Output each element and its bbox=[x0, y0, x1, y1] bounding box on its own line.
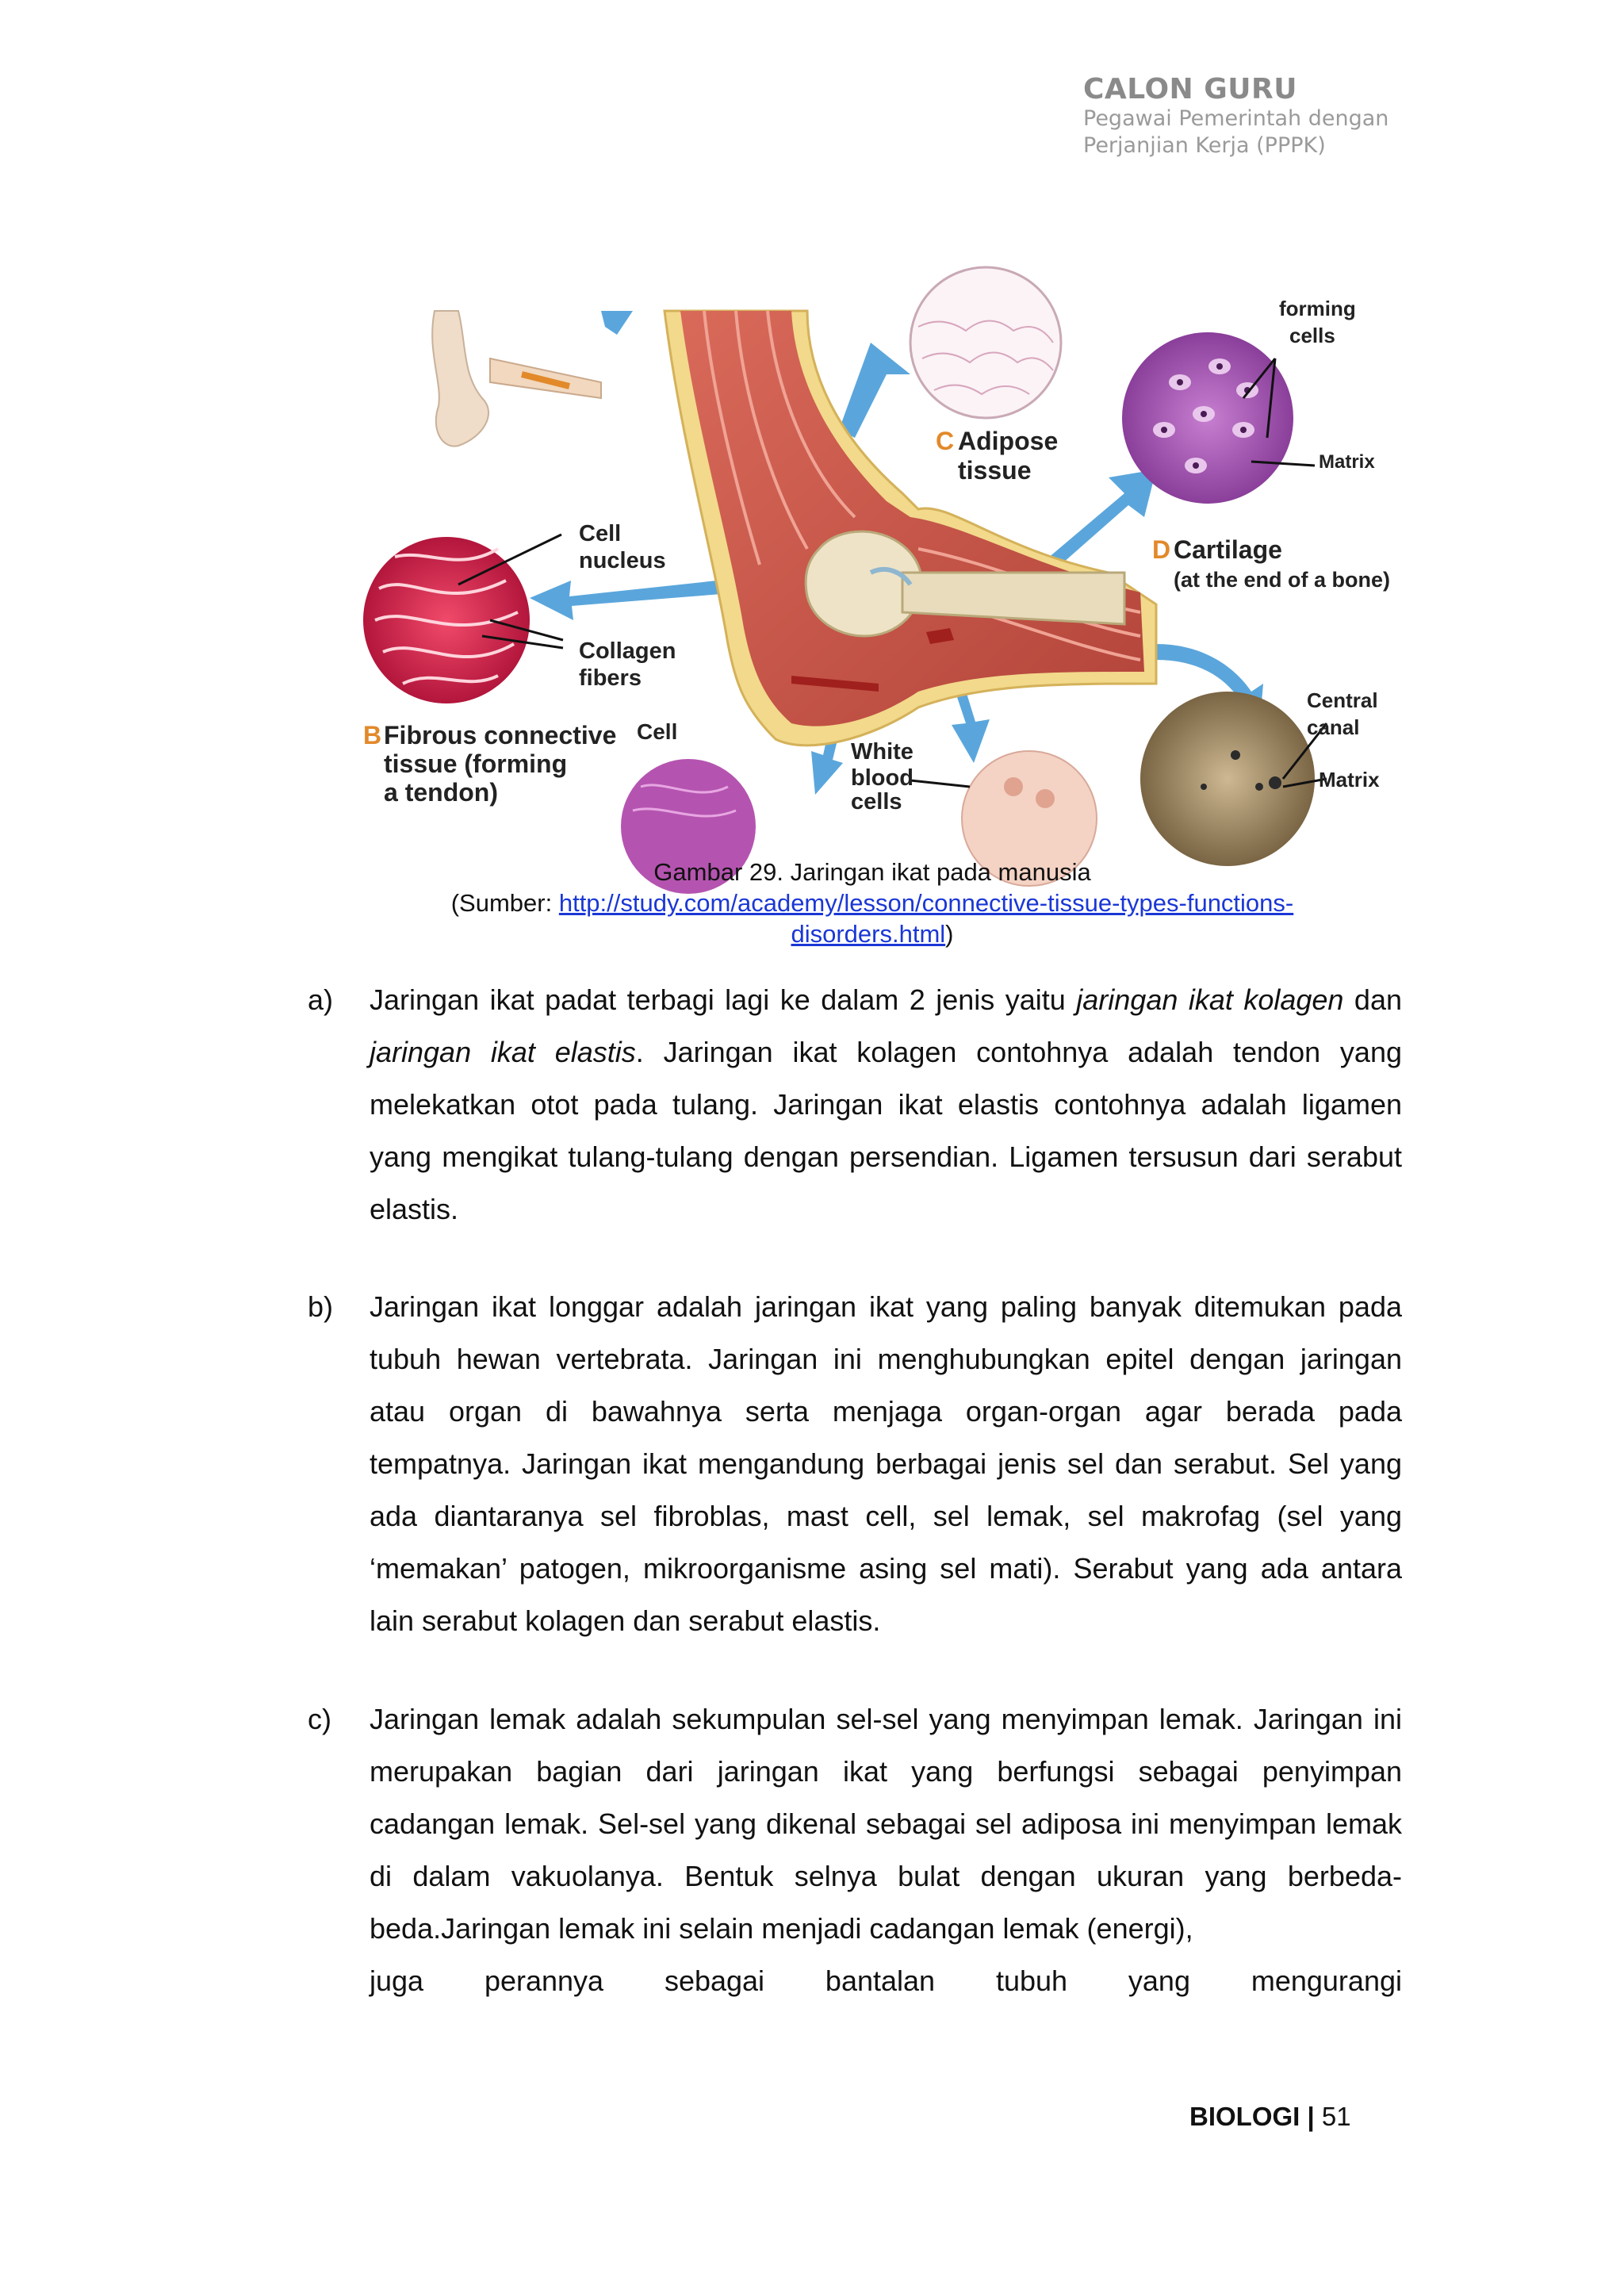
label-white-3: cells bbox=[851, 789, 902, 815]
label-adipose-1: Adipose bbox=[958, 427, 1059, 455]
figure-caption bbox=[317, 857, 1427, 949]
label-cartilage-2: (at the end of a bone) bbox=[1174, 568, 1390, 592]
label-adipose-letter: C bbox=[936, 427, 955, 455]
text-a-part2: dan bbox=[1343, 983, 1402, 1016]
label-cell-bottom: Cell bbox=[637, 719, 678, 744]
list-text-b: Jaringan ikat longgar adalah jaringan ikat yang paling banyak ditemukan pada tubuh hewan vertebrata. Jaringan ini menghubungkan epitel dengan jaringan atau organ di bawahnya serta menjaga organ-organ agar berada pada tempatnya. Jaringan ikat mengandung berbagai jenis sel dan serabut. Sel yang ada diantaranya sel fibroblas, mast cell, sel lemak, sel makrofag (sel yang ‘memakan’ patogen, mikroorganisme asing sel mati). Serabut yang ada antara lain serabut kolagen dan serabut elastis. bbox=[370, 1290, 1402, 1637]
text-c-last-line bbox=[370, 1955, 1402, 2007]
label-central-1: Central bbox=[1307, 688, 1378, 712]
elbow-anatomy bbox=[665, 311, 1156, 746]
label-fibrous-3: a tendon) bbox=[384, 778, 498, 807]
text-a-term-kolagen: jaringan ikat kolagen bbox=[1076, 983, 1344, 1016]
last-word: mengurangi bbox=[1251, 1964, 1402, 1997]
page-footer bbox=[1189, 2102, 1351, 2132]
text-a-part3: . Jaringan ikat kolagen contohnya adalah tendon yang melekatkan otot pada tulang. Jaringan ikat elastis contohnya adalah ligamen yang mengikat tulang-tulang dengan persendian. Ligamen tersusun dari serabut elastis. bbox=[370, 1036, 1402, 1225]
caption-source-suffix: ) bbox=[945, 920, 954, 948]
caption-source-link-part1[interactable]: http://study.com/academy/lesson/connective-tissue-types-functions- bbox=[558, 889, 1294, 917]
label-white-1: White bbox=[851, 739, 914, 765]
label-matrix-bottom: Matrix bbox=[1319, 768, 1380, 792]
last-word: bantalan bbox=[825, 1964, 936, 1997]
caption-source-prefix: (Sumber: bbox=[450, 889, 559, 917]
caption-source bbox=[317, 887, 1427, 918]
text-a-part1: Jaringan ikat padat terbagi lagi ke dalam 2 jenis yaitu bbox=[370, 983, 1077, 1016]
last-word: sebagai bbox=[664, 1964, 765, 1997]
footer-separator: | bbox=[1300, 2102, 1322, 2131]
header-subtitle-line1: Pegawai Pemerintah dengan bbox=[1083, 106, 1389, 131]
last-word: juga bbox=[370, 1964, 424, 1997]
bone-sample bbox=[1140, 692, 1327, 866]
label-cells: cells bbox=[1289, 324, 1335, 347]
list-text-a bbox=[370, 974, 1402, 1236]
fibrous-tissue-sample bbox=[363, 535, 563, 703]
label-central-2: canal bbox=[1307, 715, 1360, 739]
page-number: 51 bbox=[1321, 2102, 1351, 2131]
header-title: CALON GURU bbox=[1083, 73, 1297, 105]
caption-source-link-part2[interactable]: disorders.html bbox=[791, 920, 946, 948]
label-cartilage-1: Cartilage bbox=[1174, 535, 1282, 564]
adipose-tissue-sample bbox=[910, 267, 1061, 418]
cartilage-sample bbox=[1122, 332, 1315, 504]
list-text-c bbox=[370, 1693, 1402, 2007]
label-cell-nucleus-1: Cell bbox=[579, 521, 622, 546]
label-matrix-top: Matrix bbox=[1319, 451, 1375, 473]
label-adipose-2: tissue bbox=[958, 456, 1032, 485]
label-cartilage-letter: D bbox=[1152, 535, 1171, 564]
list-marker-c: c) bbox=[308, 1703, 331, 1735]
footer-subject: BIOLOGI bbox=[1189, 2102, 1300, 2131]
document-header bbox=[1083, 73, 1416, 159]
human-figure bbox=[432, 311, 601, 447]
list-marker-b: b) bbox=[308, 1290, 334, 1323]
label-collagen-2: fibers bbox=[579, 665, 642, 691]
label-collagen-1: Collagen bbox=[579, 638, 676, 664]
text-c-body: Jaringan lemak adalah sekumpulan sel-sel yang menyimpan lemak. Jaringan ini merupakan bagian dari jaringan ikat yang berfungsi sebagai penyimpan cadangan lemak. Sel-sel yang dikenal sebagai sel adiposa ini menyimpan lemak di dalam vakuolanya. Bentuk selnya bulat dengan ukuran yang berbeda-beda.Jaringan lemak ini selain menjadi cadangan lemak (energi), bbox=[370, 1703, 1402, 1945]
connective-tissue-figure bbox=[363, 297, 1390, 815]
label-fibrous-2: tissue (forming bbox=[384, 749, 568, 778]
label-fibrous-letter: B bbox=[363, 721, 382, 749]
last-word: yang bbox=[1128, 1964, 1190, 1997]
last-word: perannya bbox=[484, 1964, 604, 1997]
label-cell-nucleus-2: nucleus bbox=[579, 548, 666, 573]
caption-title: Gambar 29. Jaringan ikat pada manusia bbox=[653, 858, 1091, 886]
label-fibrous-1: Fibrous connective bbox=[384, 721, 617, 749]
header-subtitle-line2: Perjanjian Kerja (PPPK) bbox=[1083, 133, 1326, 158]
label-forming: forming bbox=[1279, 297, 1356, 320]
list-marker-a: a) bbox=[308, 983, 334, 1016]
label-white-2: blood bbox=[851, 765, 914, 791]
figure-illustration bbox=[363, 297, 1390, 815]
last-word: tubuh bbox=[995, 1964, 1068, 1997]
text-a-term-elastis: jaringan ikat elastis bbox=[370, 1036, 636, 1068]
caption-source-line2 bbox=[317, 918, 1427, 949]
